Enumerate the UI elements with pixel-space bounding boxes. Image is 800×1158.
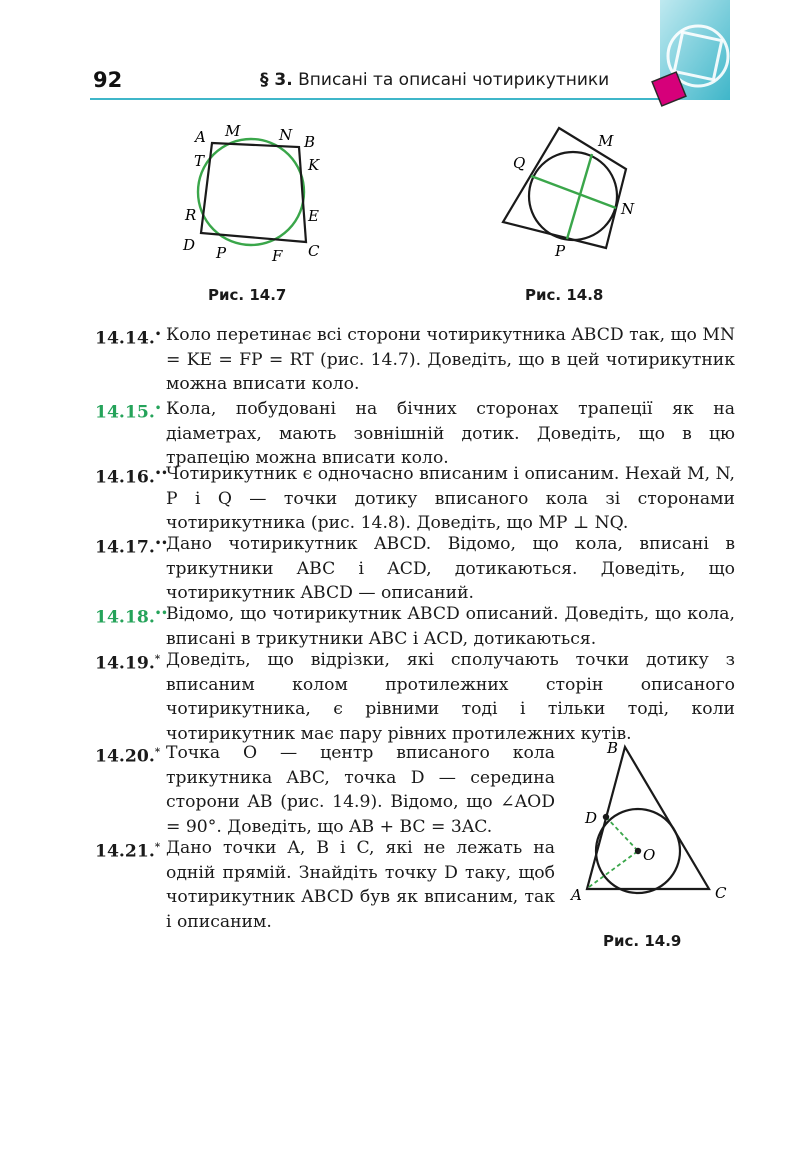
problem-14-15: [95, 397, 735, 471]
fig-14-7-label-p: P: [216, 244, 227, 262]
problem-text: Коло перетинає всі сторони чотирикутника ABCD так, що MN = KE = FP = RT (рис. 14.7). Доведіть, що в цей чотирикутник можна вписати коло.: [166, 325, 735, 395]
fig-14-7-caption: Рис. 14.7: [208, 286, 287, 304]
problem-number: 14.17.••: [95, 537, 168, 558]
fig-14-7-circle: [198, 139, 304, 245]
fig-14-9-label-b: B: [607, 739, 619, 757]
problem-text: Доведіть, що відрізки, які сполучають точки дотику з вписаним колом протилежних сторін описаного чотирикутника, є рівними тоді і тільки тоді, коли чотирикутник має пару рівних протилежних кутів.: [166, 650, 735, 744]
fig-14-8-circle: [529, 152, 617, 240]
fig-14-9-label-c: C: [715, 884, 727, 902]
fig-14-7-label-r: R: [185, 206, 197, 224]
section-title: [260, 70, 609, 90]
problem-number: 14.15.•: [95, 402, 162, 423]
figure-14-8: [495, 120, 645, 265]
problem-14-16: [95, 462, 735, 536]
fig-14-7-label-n: N: [279, 126, 293, 144]
fig-14-9-label-d: D: [585, 809, 598, 827]
problem-text: Кола, побудовані на бічних сторонах трапеції як на діаметрах, мають зовнішній дотик. Доведіть, що в цю трапецію можна вписати коло.: [166, 399, 735, 469]
fig-14-7-label-f: F: [272, 247, 283, 265]
fig-14-7-label-c: C: [308, 242, 320, 260]
problem-14-18: [95, 602, 735, 651]
fig-14-8-label-m: M: [598, 132, 614, 150]
fig-14-7-label-k: K: [308, 156, 320, 174]
fig-14-9-point-d: [603, 814, 609, 820]
fig-14-7-label-m: M: [225, 122, 241, 140]
problem-14-20: [95, 741, 555, 839]
problem-number: 14.21.*: [95, 841, 161, 862]
problem-14-14: [95, 323, 735, 397]
problem-14-19: [95, 648, 735, 746]
fig-14-8-caption: Рис. 14.8: [525, 286, 604, 304]
problem-text: Чотирикутник є одночасно вписаним і описаним. Нехай M, N, P і Q — точки дотику вписаного кола зі сторонами чотирикутника (рис. 14.8). Доведіть, що MP ⊥ NQ.: [166, 464, 735, 534]
corner-decoration-icon: [650, 0, 730, 112]
section-label: § 3.: [260, 70, 293, 90]
fig-14-9-label-a: A: [571, 886, 582, 904]
fig-14-7-label-b: B: [304, 133, 316, 151]
fig-14-7-label-a: A: [195, 128, 206, 146]
problem-14-17: [95, 532, 735, 606]
problem-text: Точка O — центр вписаного кола трикутника ABC, точка D — середина сторони AB (рис. 14.9). Відомо, що ∠AOD = 90°. Доведіть, що AB + BC = 3AC.: [166, 743, 555, 837]
fig-14-9-label-o: O: [643, 846, 656, 864]
problem-text: Дано точки A, B і C, які не лежать на одній прямій. Знайдіть точку D таку, щоб чотирикутник ABCD був як вписаним, так і описаним.: [166, 838, 555, 932]
fig-14-8-segment-qn: [531, 176, 616, 208]
problem-number: 14.20.*: [95, 746, 161, 767]
figure-14-7: [180, 120, 340, 270]
problem-number: 14.18.••: [95, 607, 168, 628]
problem-number: 14.19.*: [95, 653, 161, 674]
fig-14-7-label-t: T: [194, 152, 205, 170]
problem-text: Відомо, що чотирикутник ABCD описаний. Доведіть, що кола, вписані в трикутники ABC і ACD, дотикаються.: [166, 604, 735, 649]
fig-14-9-caption: Рис. 14.9: [603, 932, 682, 950]
problem-number: 14.14.•: [95, 328, 162, 349]
fig-14-7-label-d: D: [183, 236, 196, 254]
problem-number: 14.16.••: [95, 467, 168, 488]
section-title-text: Вписані та описані чотирикутники: [298, 70, 610, 90]
fig-14-8-label-q: Q: [513, 154, 526, 172]
header-divider: [90, 98, 690, 100]
page-number: 92: [93, 68, 123, 92]
problem-14-21: [95, 836, 555, 934]
problem-text: Дано чотирикутник ABCD. Відомо, що кола, вписані в трикутники ABC і ACD, дотикаються. Доведіть, що чотирикутник ABCD — описаний.: [166, 534, 735, 604]
fig-14-9-segment-do: [606, 817, 638, 851]
fig-14-7-label-e: E: [308, 207, 319, 225]
fig-14-9-point-o: [635, 848, 641, 854]
fig-14-8-label-n: N: [621, 200, 635, 218]
figure-14-9: [565, 735, 740, 910]
fig-14-8-label-p: P: [555, 242, 566, 260]
